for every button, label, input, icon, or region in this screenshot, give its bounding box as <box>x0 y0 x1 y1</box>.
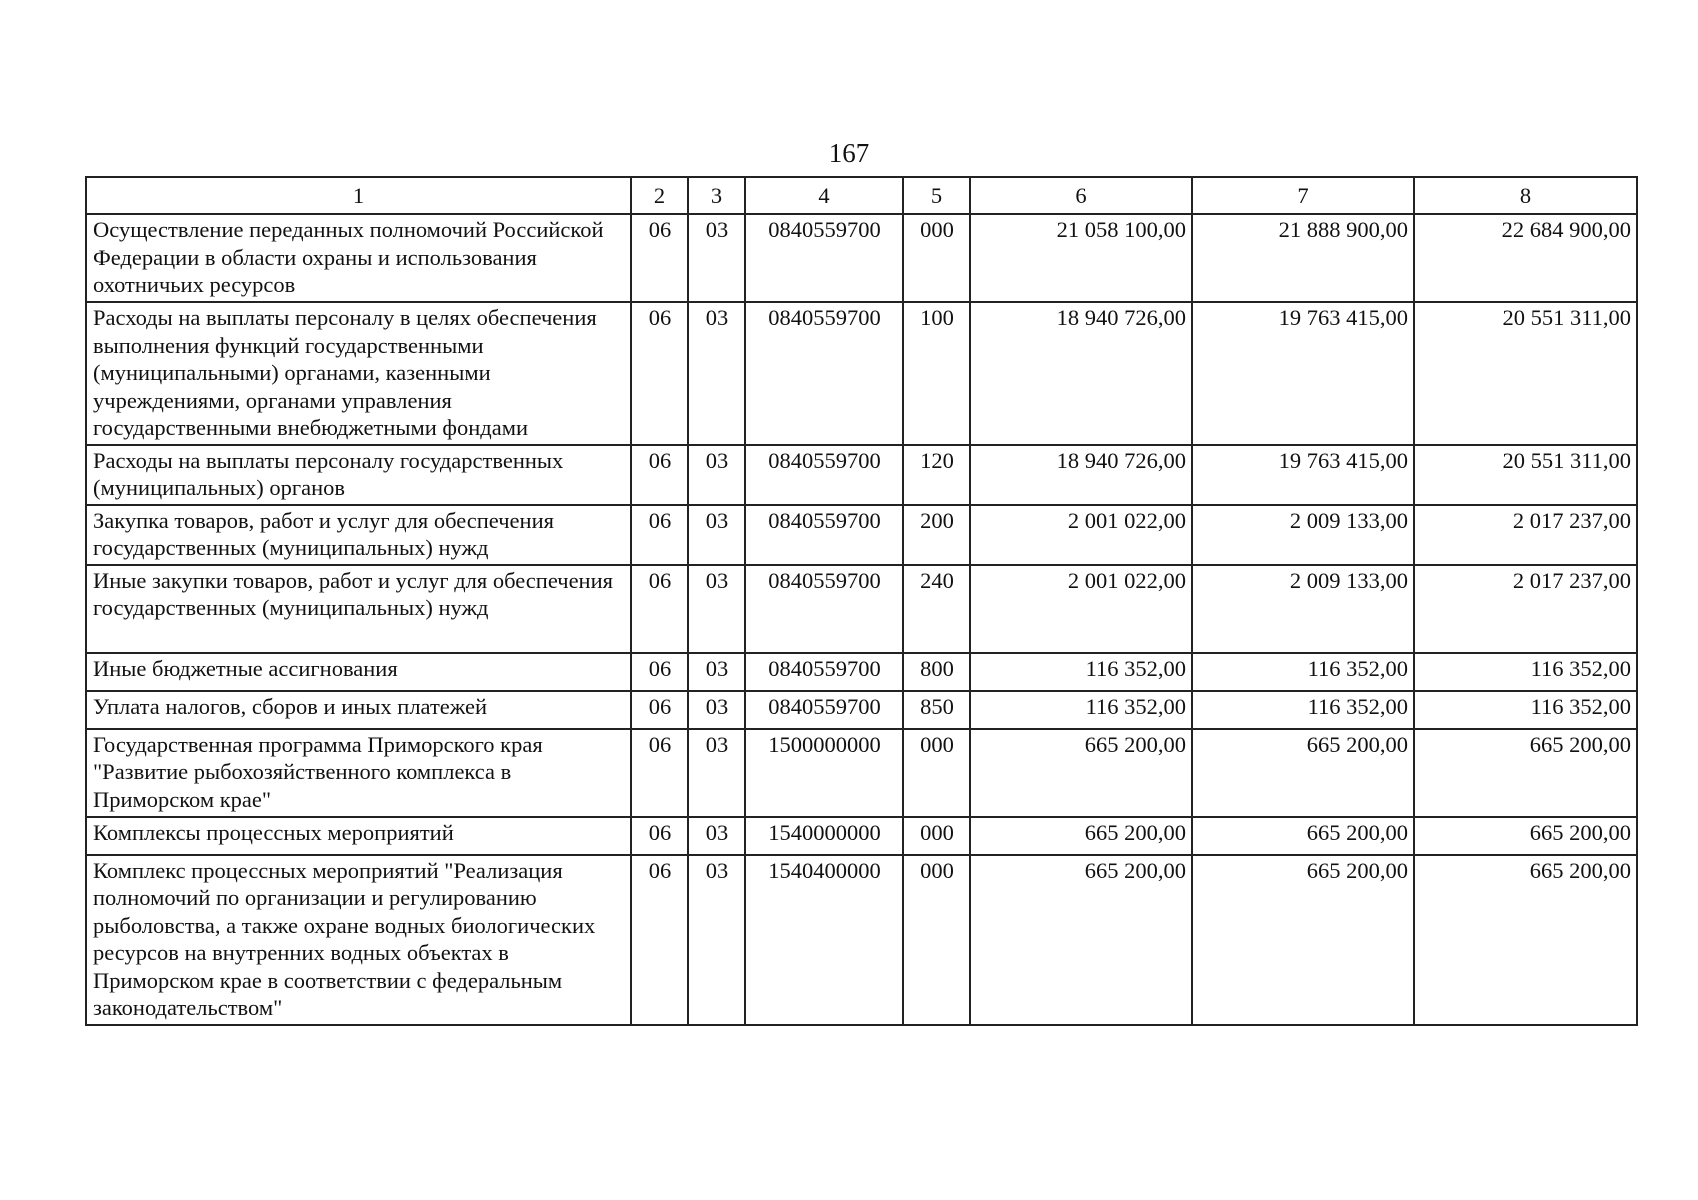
section-code: 06 <box>631 817 688 855</box>
subsection-code: 03 <box>688 729 745 817</box>
amount-col-7: 116 352,00 <box>1192 691 1414 729</box>
table-row <box>86 445 1637 505</box>
amount-col-7: 665 200,00 <box>1192 855 1414 1025</box>
amount-col-6: 665 200,00 <box>970 855 1192 1025</box>
column-header: 7 <box>1192 177 1414 214</box>
amount-col-7: 19 763 415,00 <box>1192 302 1414 445</box>
column-header: 5 <box>903 177 970 214</box>
row-description: Государственная программа Приморского края "Развитие рыбохозяйственного комплекса в Приморском крае" <box>86 729 631 817</box>
section-code: 06 <box>631 445 688 505</box>
expense-type-code: 800 <box>903 653 970 691</box>
amount-col-8: 665 200,00 <box>1414 729 1637 817</box>
amount-col-6: 21 058 100,00 <box>970 214 1192 302</box>
table-row <box>86 653 1637 691</box>
subsection-code: 03 <box>688 855 745 1025</box>
table-row <box>86 729 1637 817</box>
row-description: Комплексы процессных мероприятий <box>86 817 631 855</box>
column-header: 6 <box>970 177 1192 214</box>
section-code: 06 <box>631 653 688 691</box>
amount-col-8: 665 200,00 <box>1414 817 1637 855</box>
amount-col-6: 116 352,00 <box>970 653 1192 691</box>
table-row <box>86 302 1637 445</box>
expense-type-code: 000 <box>903 729 970 817</box>
amount-col-7: 2 009 133,00 <box>1192 565 1414 653</box>
target-article-code: 1540400000 <box>745 855 903 1025</box>
expense-type-code: 120 <box>903 445 970 505</box>
amount-col-8: 665 200,00 <box>1414 855 1637 1025</box>
section-code: 06 <box>631 214 688 302</box>
table-row <box>86 505 1637 565</box>
target-article-code: 0840559700 <box>745 214 903 302</box>
section-code: 06 <box>631 302 688 445</box>
expense-type-code: 000 <box>903 817 970 855</box>
column-header: 1 <box>86 177 631 214</box>
amount-col-7: 665 200,00 <box>1192 817 1414 855</box>
section-code: 06 <box>631 729 688 817</box>
amount-col-8: 2 017 237,00 <box>1414 565 1637 653</box>
target-article-code: 0840559700 <box>745 653 903 691</box>
amount-col-7: 665 200,00 <box>1192 729 1414 817</box>
table-row <box>86 817 1637 855</box>
expense-type-code: 240 <box>903 565 970 653</box>
target-article-code: 0840559700 <box>745 691 903 729</box>
amount-col-8: 2 017 237,00 <box>1414 505 1637 565</box>
column-header: 4 <box>745 177 903 214</box>
expense-type-code: 850 <box>903 691 970 729</box>
table-header-row <box>86 177 1637 214</box>
amount-col-6: 18 940 726,00 <box>970 445 1192 505</box>
target-article-code: 1500000000 <box>745 729 903 817</box>
amount-col-6: 2 001 022,00 <box>970 565 1192 653</box>
target-article-code: 1540000000 <box>745 817 903 855</box>
subsection-code: 03 <box>688 302 745 445</box>
section-code: 06 <box>631 855 688 1025</box>
amount-col-8: 20 551 311,00 <box>1414 302 1637 445</box>
column-header: 3 <box>688 177 745 214</box>
subsection-code: 03 <box>688 505 745 565</box>
subsection-code: 03 <box>688 653 745 691</box>
table-row <box>86 565 1637 653</box>
target-article-code: 0840559700 <box>745 445 903 505</box>
row-description: Осуществление переданных полномочий Российской Федерации в области охраны и использования охотничьих ресурсов <box>86 214 631 302</box>
section-code: 06 <box>631 505 688 565</box>
subsection-code: 03 <box>688 445 745 505</box>
amount-col-6: 18 940 726,00 <box>970 302 1192 445</box>
row-description: Уплата налогов, сборов и иных платежей <box>86 691 631 729</box>
row-description: Расходы на выплаты персоналу в целях обеспечения выполнения функций государственными (муниципальными) органами, казенными учреждениями, органами управления государственными внебюджетными фондами <box>86 302 631 445</box>
subsection-code: 03 <box>688 214 745 302</box>
row-description: Иные закупки товаров, работ и услуг для обеспечения государственных (муниципальных) нужд <box>86 565 631 653</box>
page-number: 167 <box>828 138 870 168</box>
section-code: 06 <box>631 691 688 729</box>
amount-col-7: 19 763 415,00 <box>1192 445 1414 505</box>
amount-col-7: 21 888 900,00 <box>1192 214 1414 302</box>
expense-type-code: 200 <box>903 505 970 565</box>
section-code: 06 <box>631 565 688 653</box>
row-description: Иные бюджетные ассигнования <box>86 653 631 691</box>
row-description: Расходы на выплаты персоналу государственных (муниципальных) органов <box>86 445 631 505</box>
amount-col-6: 665 200,00 <box>970 817 1192 855</box>
table-row <box>86 691 1637 729</box>
amount-col-8: 20 551 311,00 <box>1414 445 1637 505</box>
amount-col-6: 2 001 022,00 <box>970 505 1192 565</box>
row-description: Закупка товаров, работ и услуг для обеспечения государственных (муниципальных) нужд <box>86 505 631 565</box>
budget-table <box>85 176 1638 1026</box>
amount-col-6: 665 200,00 <box>970 729 1192 817</box>
subsection-code: 03 <box>688 565 745 653</box>
row-description: Комплекс процессных мероприятий "Реализация полномочий по организации и регулированию рыболовства, а также охране водных биологических ресурсов на внутренних водных объектах в Приморском крае в соответствии с федеральным законодательством" <box>86 855 631 1025</box>
amount-col-8: 22 684 900,00 <box>1414 214 1637 302</box>
amount-col-6: 116 352,00 <box>970 691 1192 729</box>
expense-type-code: 000 <box>903 214 970 302</box>
subsection-code: 03 <box>688 691 745 729</box>
subsection-code: 03 <box>688 817 745 855</box>
table-row <box>86 214 1637 302</box>
target-article-code: 0840559700 <box>745 505 903 565</box>
amount-col-7: 2 009 133,00 <box>1192 505 1414 565</box>
expense-type-code: 000 <box>903 855 970 1025</box>
expense-type-code: 100 <box>903 302 970 445</box>
column-header: 8 <box>1414 177 1637 214</box>
amount-col-7: 116 352,00 <box>1192 653 1414 691</box>
amount-col-8: 116 352,00 <box>1414 653 1637 691</box>
target-article-code: 0840559700 <box>745 565 903 653</box>
amount-col-8: 116 352,00 <box>1414 691 1637 729</box>
target-article-code: 0840559700 <box>745 302 903 445</box>
table-row <box>86 855 1637 1025</box>
column-header: 2 <box>631 177 688 214</box>
